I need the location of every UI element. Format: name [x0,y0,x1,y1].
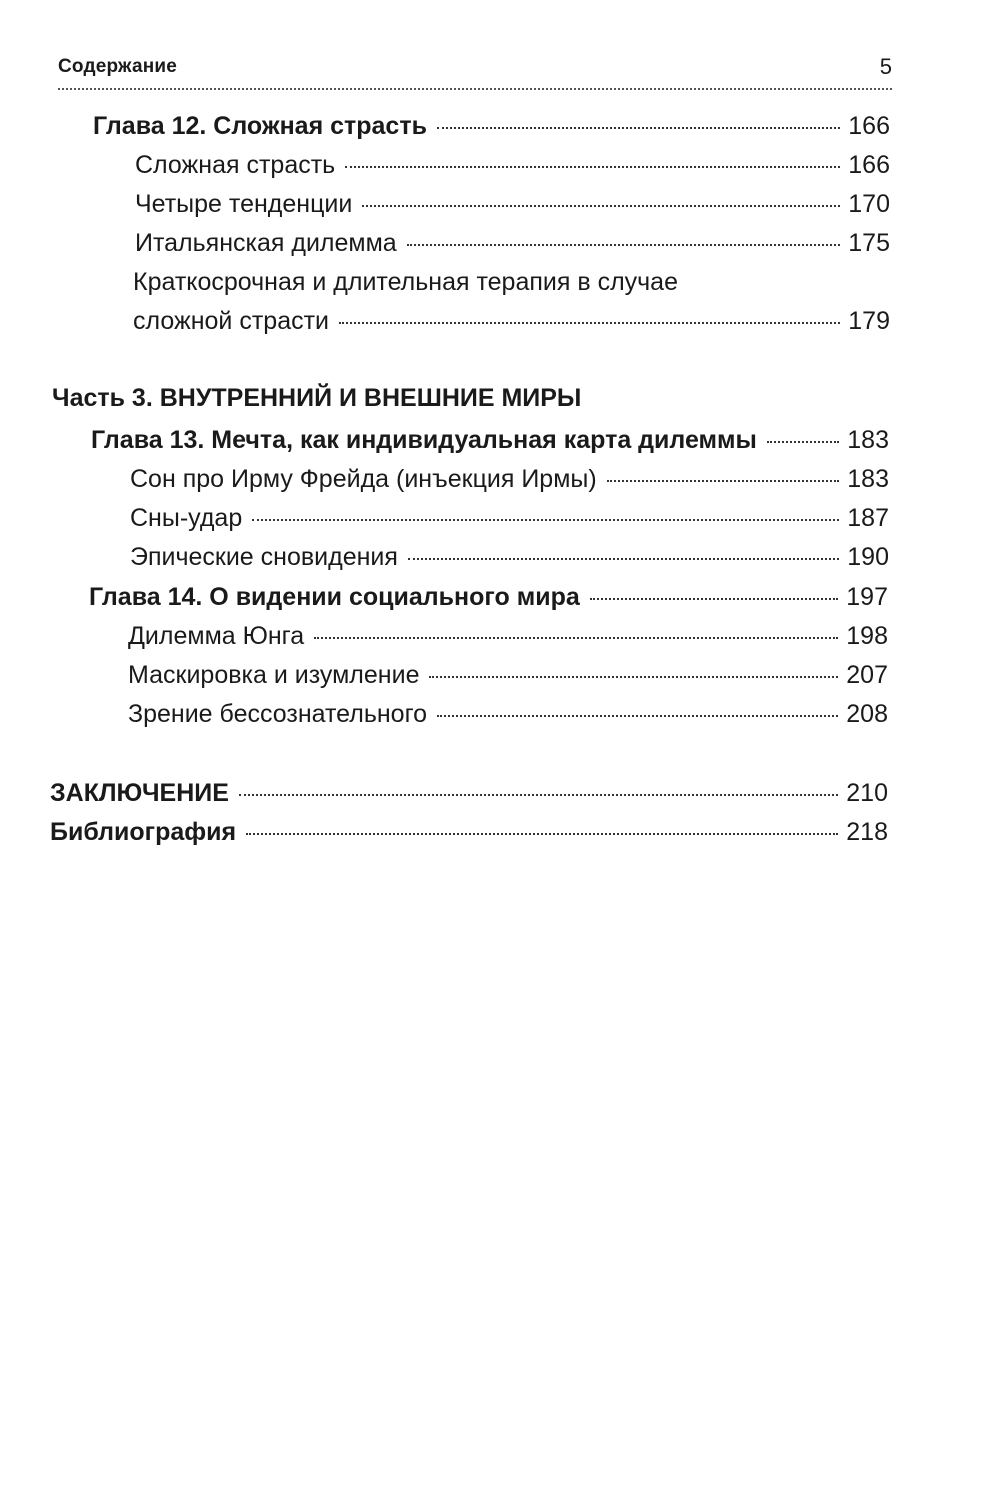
toc-page-number: 170 [848,190,890,218]
toc-page-number: 208 [846,700,888,728]
toc-section[interactable] [130,502,889,534]
toc-section-title: Сложная страсть [135,151,336,179]
toc-section-title: Сон про Ирму Фрейда (инъекция Ирмы) [130,465,597,493]
toc-section[interactable] [128,620,888,652]
dot-leader [429,676,838,678]
toc-chapter-title: Глава 12. Сложная страсть [93,112,427,140]
toc-section-title: сложной страсти [133,307,330,335]
toc-page-number: 187 [847,504,889,532]
toc-page-number: 183 [847,465,889,493]
toc-section-title: Эпические сновидения [130,543,398,571]
toc-bibliography[interactable] [50,816,888,848]
dot-leader [314,637,838,639]
header-page-number: 5 [879,54,892,79]
toc-page-number: 198 [846,622,888,650]
toc-section[interactable] [128,698,888,730]
toc-section-title: Дилемма Юнга [128,622,305,650]
dot-leader [362,205,840,207]
toc-section-title: Зрение бессознательного [128,700,428,728]
header-title: Содержание [58,56,178,77]
toc-chapter-13[interactable] [91,424,889,456]
toc-section[interactable] [133,305,890,337]
dot-leader [345,166,840,168]
toc-page-number: 183 [847,426,889,454]
toc-part-heading[interactable]: Часть 3. ВНУТРЕННИЙ И ВНЕШНИЕ МИРЫ [52,384,582,412]
toc-section[interactable] [130,541,889,573]
dot-leader [252,519,839,521]
toc-section-title-line1[interactable]: Краткосрочная и длительная терапия в случае [133,268,678,296]
toc-chapter-title: Глава 13. Мечта, как индивидуальная карта дилеммы [91,426,757,454]
dot-leader [590,598,839,600]
dot-leader [437,127,840,129]
toc-page-number: 166 [848,151,890,179]
toc-chapter-14[interactable] [89,581,888,613]
toc-page-number: 190 [847,543,889,571]
toc-chapter-title: Библиография [50,818,237,846]
toc-section[interactable] [135,227,890,259]
toc-section[interactable] [128,659,888,691]
dot-leader [767,441,839,443]
toc-section-title: Маскировка и изумление [128,661,420,689]
dot-leader [437,715,838,717]
dot-leader [239,794,838,796]
running-header [58,52,892,90]
dot-leader [607,480,840,482]
dot-leader [408,558,839,560]
toc-page-number: 175 [848,229,890,257]
dot-leader [407,244,841,246]
toc-page-number: 218 [846,818,888,846]
toc-page-number: 179 [848,307,890,335]
dot-leader [339,322,840,324]
toc-page-number: 197 [846,583,888,611]
toc-chapter-title: ЗАКЛЮЧЕНИЕ [50,779,229,807]
toc-page-number: 166 [848,112,890,140]
toc-page-number: 207 [846,661,888,689]
toc-conclusion[interactable] [50,777,888,809]
dot-leader [246,833,838,835]
toc-section[interactable] [135,188,890,220]
toc-section[interactable] [130,463,889,495]
toc-section-title: Итальянская дилемма [135,229,397,257]
toc-section-title: Сны-удар [130,504,243,532]
toc-page-number: 210 [846,779,888,807]
toc-section[interactable] [135,149,890,181]
toc-chapter-title: Глава 14. О видении социального мира [89,583,580,611]
toc-chapter-12[interactable] [93,110,890,142]
toc-section-title: Четыре тенденции [135,190,353,218]
